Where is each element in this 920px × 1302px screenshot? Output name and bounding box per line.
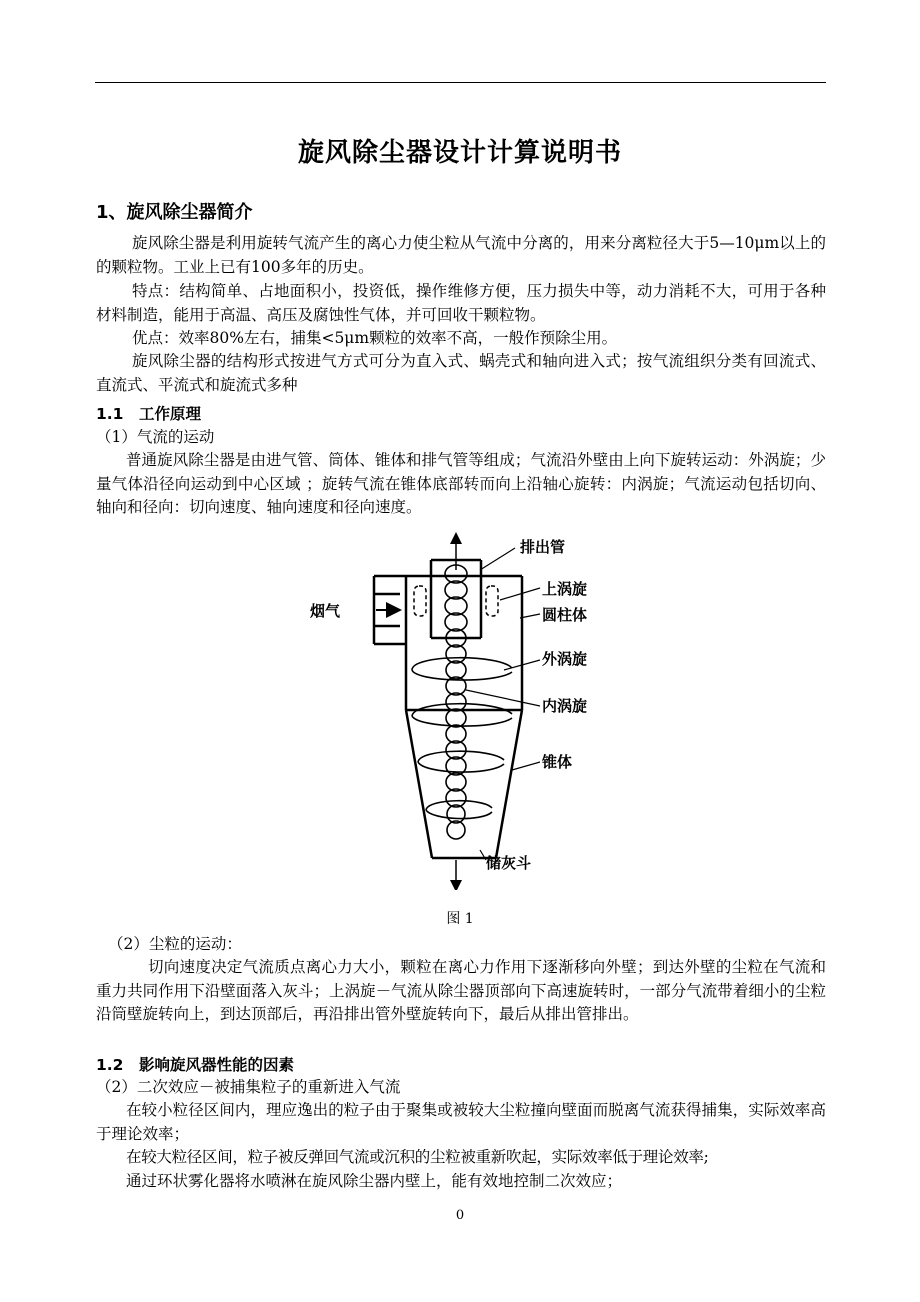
secondary-effect-small-particles: 在较小粒径区间内，理应逸出的粒子由于聚集或被较大尘粒撞向壁面而脱离气流获得捕集，实际效率高于理论效率； xyxy=(96,1101,826,1143)
sec1-paragraph-intro: 旋风除尘器是利用旋转气流产生的离心力使尘粒从气流中分离的，用来分离粒径大于5—10μm以上的的颗粒物。工业上已有100多年的历史。 xyxy=(96,234,826,276)
cyclone-diagram xyxy=(290,530,620,890)
page-number: 0 xyxy=(455,1208,465,1223)
subsection-particle-motion: （2）尘粒的运动： xyxy=(108,935,242,953)
airflow-paragraph: 普通旋风除尘器是由进气管、筒体、锥体和排气管等组成；气流沿外壁由上向下旋转运动：外涡旋；少量气体沿径向运动到中心区域 ；旋转气流在锥体底部转而向上沿轴心旋转：内涡旋；气流运动包括切向、轴向和径向：切向速度、轴向速度和径向速度。 xyxy=(96,451,826,516)
label-outer-vortex: 外涡旋 xyxy=(542,650,588,668)
label-cylinder: 圆柱体 xyxy=(542,606,588,624)
secondary-effect-large-particles: 在较大粒径区间，粒子被反弹回气流或沉积的尘粒被重新吹起，实际效率低于理论效率; xyxy=(126,1148,709,1166)
label-ash-hopper: 储灰斗 xyxy=(486,854,532,872)
section-1-heading: 1、旋风除尘器简介 xyxy=(96,202,253,223)
sec1-paragraph-types: 旋风除尘器的结构形式按进气方式可分为直入式、蜗壳式和轴向进入式；按气流组织分类有回流式、直流式、平流式和旋流式多种 xyxy=(96,352,826,394)
secondary-effect-control: 通过环状雾化器将水喷淋在旋风除尘器内壁上，能有效地控制二次效应； xyxy=(126,1172,623,1190)
label-exhaust-pipe: 排出管 xyxy=(520,538,566,556)
figure-caption: 图 1 xyxy=(446,911,474,927)
header-rule xyxy=(95,82,826,83)
outer-vortex xyxy=(412,658,512,819)
sec1-paragraph-advantages: 优点：效率80%左右，捕集<5μm颗粒的效率不高，一般作预除尘用。 xyxy=(132,329,618,347)
label-inner-vortex: 内涡旋 xyxy=(542,697,588,715)
inner-vortex-helix xyxy=(445,565,467,839)
subsection-airflow: （1）气流的运动 xyxy=(96,428,215,446)
cylinder-body xyxy=(374,576,522,858)
sec1-paragraph-features: 特点：结构简单、占地面积小，投资低，操作维修方便，压力损失中等，动力消耗不大，可用于各种材料制造，能用于高温、高压及腐蚀性气体，并可回收干颗粒物。 xyxy=(96,282,826,324)
particle-motion-paragraph: 切向速度决定气流质点离心力大小，颗粒在离心力作用下逐渐移向外壁；到达外壁的尘粒在气流和重力共同作用下沿壁面落入灰斗；上涡旋－气流从除尘器顶部向下高速旋转时，一部分气流带着细小的尘粒沿筒壁旋转向上，到达顶部后，再沿排出管外壁旋转向下，最后从排出管排出。 xyxy=(96,958,826,1023)
subsection-secondary-effect: （2）二次效应－被捕集粒子的重新进入气流 xyxy=(96,1078,401,1096)
label-flue-gas: 烟气 xyxy=(310,602,341,620)
label-cone: 锥体 xyxy=(542,753,573,771)
section-1-2-heading: 1.2 影响旋风器性能的因素 xyxy=(96,1056,294,1074)
label-upper-vortex: 上涡旋 xyxy=(542,580,588,598)
page-title: 旋风除尘器设计计算说明书 xyxy=(297,138,622,168)
section-1-1-heading: 1.1 工作原理 xyxy=(96,405,201,423)
